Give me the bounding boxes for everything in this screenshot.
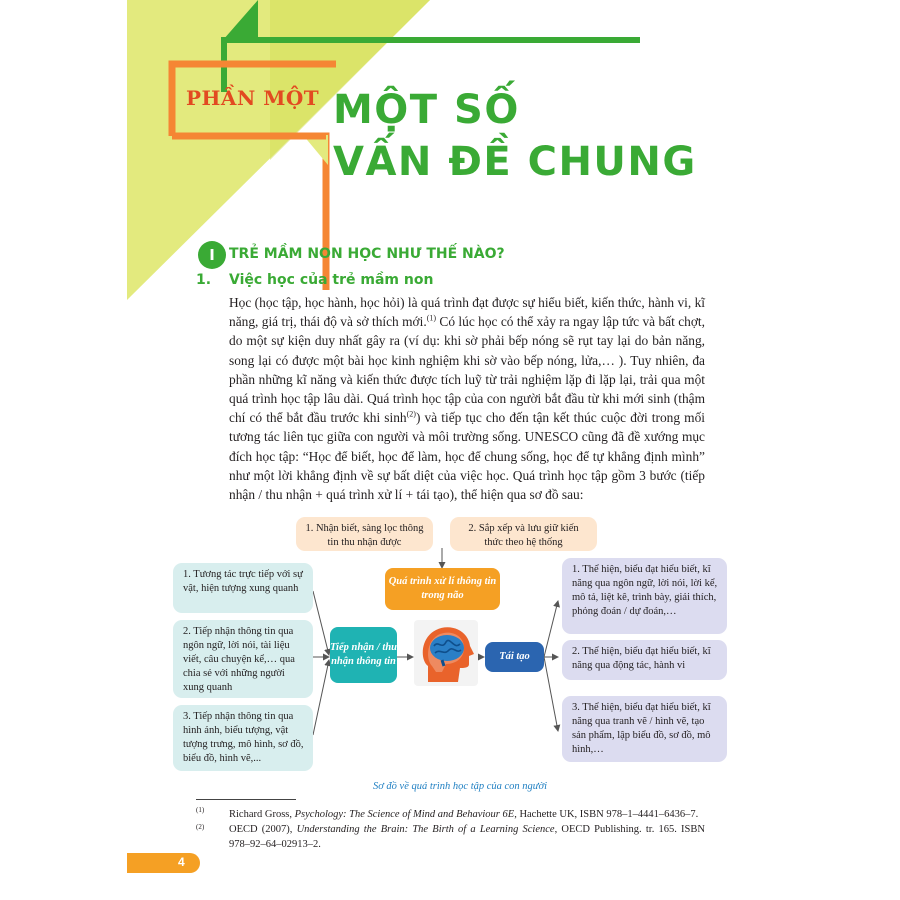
footnote-1 [229, 807, 705, 822]
head-brain-icon [414, 620, 478, 686]
subsection-number: 1. [196, 272, 212, 288]
process-box: Quá trình xử lí thông tin trong não [385, 568, 500, 610]
section-title: TRẺ MẦM NON HỌC NHƯ THẾ NÀO? [229, 246, 505, 262]
body-text-2: Có lúc học có thể xảy ra ngay lập tức và bất chợt, do một sự kiện duy nhất gây ra (ví dụ: khi sờ phải bếp nóng sẽ rụt tay lại do bản năng, song lại có được một bài học kinh nghiệm khi sờ vào bếp nóng, lửa,… ). Tuy nhiên, đa phần những kĩ năng và kiến thức được tích luỹ từ trải nghiệm lặp đi lặp lại, trải qua một quá trình học tập lâu dài. Quá trình học tập của con người bắt đầu từ khi mới sinh (thậm chí có thể bắt đầu trước khi sinh [229, 314, 706, 426]
chapter-title-line2: VẤN ĐỀ CHUNG [333, 139, 697, 185]
body-text-1: Học (học tập, học hành, học hỏi) là quá trình đạt được sự hiểu biết, kiến thức, hành vi, kĩ năng, giá trị, thái độ và sở thích mới. [229, 295, 705, 330]
chapter-title-line1: MỘT SỐ [333, 87, 520, 133]
footnote-1-title: Psychology: The Science of Mind and Behaviour 6E [294, 809, 515, 820]
footnote-mark-1: (1) [196, 806, 205, 814]
output-box-3: 3. Thể hiện, biểu đạt hiểu biết, kĩ năng qua tranh vẽ / hình vẽ, tạo sản phẩm, lập biểu đồ, sơ đồ, mô hình,… [562, 696, 727, 762]
output-box-2: 2. Thể hiện, biểu đạt hiểu biết, kĩ năng qua động tác, hành vi [562, 640, 727, 680]
page-number-tab [127, 853, 200, 873]
input-box-2: 2. Tiếp nhận thông tin qua ngôn ngữ, lời nói, tài liệu viết, câu chuyện kể,… qua chia sẻ với những người xung quanh [173, 620, 313, 698]
input-box-3: 3. Tiếp nhận thông tin qua hình ảnh, biểu tượng, vật tượng trưng, mô hình, sơ đồ, biểu đồ, hình vẽ,... [173, 705, 313, 771]
subsection-title: Việc học của trẻ mầm non [229, 272, 434, 288]
part-label: PHẦN MỘT [186, 86, 320, 110]
footnote-1-publisher: , Hachette UK, ISBN 978–1–4441–6436–7. [514, 809, 699, 820]
recreate-box: Tái tạo [485, 642, 544, 672]
input-box-1: 1. Tương tác trực tiếp với sự vật, hiện tượng xung quanh [173, 563, 313, 613]
footnote-2-title: Understanding the Brain: The Birth of a Learning Science [296, 824, 555, 835]
page-number: 4 [178, 855, 185, 869]
footnote-1-text: Richard Gross, [229, 809, 295, 820]
footnote-2-publisher: , OECD Publishing. tr. 165. ISBN 978–92–64–02913–2. [229, 824, 705, 850]
output-box-1: 1. Thể hiện, biểu đạt hiểu biết, kĩ năng qua ngôn ngữ, lời nói, lời kể, mô tả, liệt kê, trình bày, giải thích, phỏng đoán / dự đoán,… [562, 558, 727, 634]
step-box-2: 2. Sắp xếp và lưu giữ kiến thức theo hệ thống [450, 517, 597, 551]
section-number-badge: I [198, 241, 226, 269]
step-box-1: 1. Nhận biết, sàng lọc thông tin thu nhận được [296, 517, 433, 551]
footnote-ref-2[interactable]: (2) [406, 409, 416, 419]
footnote-divider [196, 799, 296, 800]
footnote-ref-1[interactable]: (1) [426, 313, 437, 323]
body-text-3: ) và tiếp tục cho đến tận kết thúc cuộc đời trong mối tương tác liên tục giữa con người và môi trường sống. UNESCO cũng đã đề xướng mục đích học tập: “Học để biết, học để làm, học để chung sống, học để tự khẳng định mình” như một lời khẳng định về sự bất diệt của việc học. Quá trình học tập gồm 3 bước (tiếp nhận / thu nhận + quá trình xử lí + tái tạo), thể hiện qua sơ đồ sau: [229, 410, 705, 503]
diagram-caption: Sơ đồ về quá trình học tập của con người [372, 781, 548, 792]
footnote-2-text: OECD (2007), [229, 824, 297, 835]
footnote-mark-2: (2) [196, 823, 205, 831]
receive-box: Tiếp nhận / thu nhận thông tin [330, 627, 397, 683]
footnote-2 [229, 822, 705, 852]
